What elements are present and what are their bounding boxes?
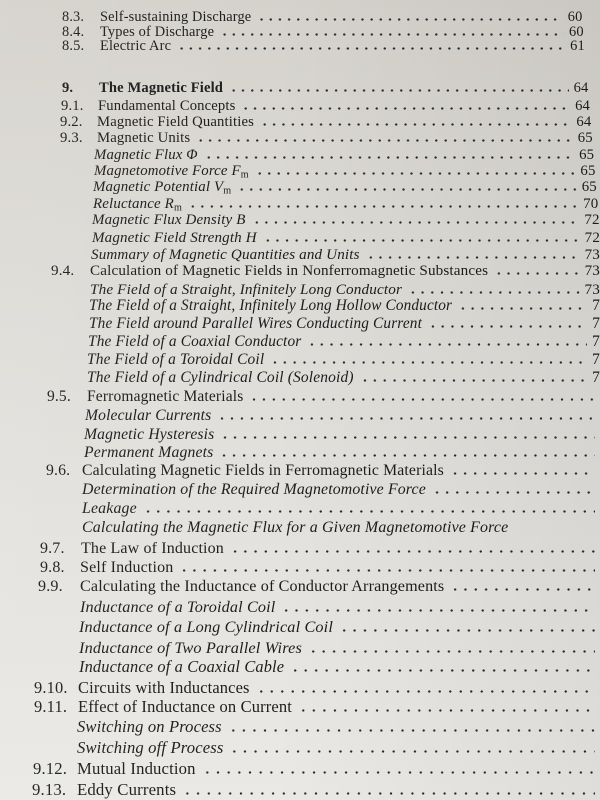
section-number: 9.7.	[40, 540, 65, 557]
dot-leader	[249, 398, 595, 401]
entry-title-text: Leakage	[82, 500, 137, 517]
entry-title	[92, 230, 257, 247]
entry-title	[78, 697, 292, 716]
entry-title	[100, 38, 171, 55]
entry-title-text: Electric Arc	[100, 37, 172, 54]
dot-leader	[308, 650, 595, 653]
page-number: 73	[584, 280, 600, 298]
section-number: 8.4.	[62, 23, 85, 40]
entry-title-text: Self Induction	[80, 559, 174, 576]
dot-leader	[428, 325, 587, 328]
toc-subsection-entry	[91, 247, 600, 264]
entry-title	[87, 388, 243, 406]
toc-chapter-entry	[62, 80, 588, 97]
entry-title-text: Inductance of a Long Cylindrical Coil	[79, 617, 334, 636]
toc-subsection-entry	[89, 315, 600, 333]
entry-title-text: Circuits with Inductances	[78, 677, 250, 697]
entry-title-text: Summary of Magnetic Quantities and Units	[91, 246, 360, 263]
entry-title-text: Magnetic Units	[97, 129, 191, 146]
entry-title-text: The Field of a Toroidal Coil	[87, 351, 265, 368]
entry-title-text: Permanent Magnets	[84, 444, 214, 461]
dot-leader	[177, 47, 565, 50]
toc-subsection-entry	[82, 500, 600, 518]
title-subscript: m	[223, 185, 232, 197]
dot-leader	[241, 107, 570, 110]
dot-leader	[450, 588, 595, 591]
dot-leader	[143, 510, 595, 513]
entry-title-text: Calculating Magnetic Fields in Ferromagnetic Materials	[82, 462, 444, 479]
dot-leader	[257, 18, 563, 21]
toc-section-entry	[40, 559, 600, 577]
dot-leader	[256, 690, 595, 693]
toc-subsection-entry	[94, 147, 594, 164]
entry-title	[77, 717, 222, 736]
entry-title-text: The Field of a Cylindrical Coil (Solenoid)	[87, 369, 354, 386]
page-number: 73	[584, 262, 600, 279]
dot-leader	[220, 436, 595, 439]
entry-title-text: Magnetic Potential V	[93, 178, 224, 195]
section-number: 9.5.	[47, 388, 71, 405]
dot-leader	[366, 256, 580, 259]
entry-title	[94, 163, 249, 180]
entry-title	[82, 500, 137, 518]
toc-subsection-entry	[88, 333, 600, 351]
dot-leader	[260, 123, 571, 126]
page-number: 64	[576, 113, 592, 130]
entry-title	[90, 281, 402, 298]
section-number: 9.11.	[34, 696, 68, 716]
entry-title-text: Molecular Currents	[85, 407, 212, 424]
dot-leader	[217, 417, 595, 420]
dot-leader	[179, 569, 595, 572]
section-number: 9.2.	[60, 113, 83, 130]
entry-title	[82, 519, 508, 537]
section-number: 9.13.	[32, 779, 67, 799]
section-number: 9.12.	[33, 758, 68, 778]
dot-leader	[458, 307, 587, 310]
title-subscript: m	[240, 169, 249, 181]
entry-title	[82, 481, 426, 499]
entry-title-text: Reluctance R	[93, 195, 174, 212]
entry-title	[98, 98, 235, 115]
section-number: 8.3.	[62, 8, 85, 25]
dot-leader	[514, 529, 595, 532]
toc-subsection-entry	[92, 230, 600, 247]
entry-title	[89, 315, 422, 333]
entry-title	[80, 598, 275, 617]
entry-title-text: Inductance of a Coaxial Cable	[79, 656, 285, 676]
dot-leader	[196, 139, 572, 142]
entry-title-text: Calculating the Magnetic Flux for a Given Magnetomotive Force	[82, 519, 509, 536]
toc-section-entry	[32, 780, 600, 799]
toc-subsection-entry	[82, 519, 600, 537]
dot-leader	[281, 609, 595, 612]
entry-title	[92, 212, 246, 229]
toc-subsection-entry	[93, 196, 598, 213]
entry-title-text: Types of Discharge	[100, 23, 215, 40]
toc-subsection-entry	[87, 351, 600, 369]
entry-title-text: The Field of a Straight, Infinitely Long Conductor	[90, 280, 403, 298]
toc-subsection-entry	[94, 163, 596, 180]
entry-title-text: Determination of the Required Magnetomotive Force	[82, 481, 426, 498]
dot-leader	[360, 379, 587, 382]
entry-title	[77, 738, 223, 757]
toc-section-entry	[61, 98, 590, 115]
toc-subsection-entry	[79, 618, 600, 637]
dot-leader	[252, 221, 580, 224]
entry-title	[87, 369, 354, 387]
entry-title	[80, 577, 444, 596]
dot-leader	[408, 291, 579, 294]
page-number: 65	[580, 162, 596, 179]
dot-leader	[290, 669, 595, 672]
entry-title	[78, 678, 250, 697]
entry-title	[93, 196, 182, 213]
entry-title-text: Magnetic Hysteresis	[84, 426, 215, 443]
entry-title	[94, 147, 198, 164]
dot-leader	[220, 33, 564, 36]
dot-leader	[432, 491, 595, 494]
entry-title	[87, 351, 264, 369]
dot-leader	[229, 750, 595, 753]
entry-title-text: Inductance of Two Parallel Wires	[79, 637, 302, 657]
page-number: 73	[584, 246, 600, 263]
entry-title	[91, 247, 360, 264]
toc-section-entry	[46, 462, 600, 480]
toc-subsection-entry	[77, 717, 600, 736]
page-number: 7	[592, 351, 600, 368]
page-number: 7	[592, 315, 600, 332]
entry-title	[84, 444, 213, 462]
dot-leader	[230, 550, 595, 553]
section-number: 8.5.	[62, 37, 85, 54]
entry-title	[77, 759, 196, 778]
entry-title	[97, 130, 190, 147]
entry-title	[79, 657, 284, 676]
toc-subsection-entry	[84, 444, 600, 462]
entry-title	[99, 80, 223, 97]
toc-section-entry	[33, 759, 600, 778]
toc-section-entry	[34, 678, 600, 697]
entry-title-text: Fundamental Concepts	[98, 97, 236, 114]
entry-title-text: Mutual Induction	[77, 758, 196, 778]
dot-leader	[494, 272, 579, 275]
entry-title	[81, 540, 224, 558]
dot-leader	[219, 454, 595, 457]
toc-subsection-entry	[87, 369, 600, 387]
section-number: 9.9.	[38, 577, 63, 595]
entry-title	[85, 407, 211, 425]
entry-title-text: The Field of a Straight, Infinitely Long Hollow Conductor	[89, 297, 453, 314]
dot-leader	[237, 188, 576, 191]
dot-leader	[202, 771, 595, 774]
entry-title	[79, 638, 302, 657]
entry-title-text: Ferromagnetic Materials	[87, 388, 244, 405]
dot-leader	[307, 343, 587, 346]
page-number: 60	[569, 23, 584, 40]
dot-leader	[270, 361, 587, 364]
toc-subsection-entry	[85, 407, 600, 425]
entry-title-text: The Field around Parallel Wires Conducting Current	[89, 315, 422, 332]
toc-section-entry	[38, 577, 600, 596]
toc-subsection-entry	[92, 212, 600, 229]
page-number: 72	[584, 211, 600, 228]
entry-title-text: The Magnetic Field	[99, 79, 224, 96]
entry-title	[93, 179, 231, 196]
entry-title-text: Calculation of Magnetic Fields in Nonferromagnetic Substances	[90, 262, 489, 279]
dot-leader	[298, 709, 595, 712]
toc-section-entry	[60, 114, 591, 131]
toc-subsection-entry	[79, 657, 600, 676]
dot-leader	[255, 172, 576, 175]
entry-title	[79, 618, 333, 637]
entry-title-text: Magnetic Field Quantities	[97, 113, 254, 130]
page-number: 7	[592, 297, 600, 314]
dot-leader	[188, 205, 578, 208]
dot-leader	[450, 472, 595, 475]
entry-title	[84, 426, 214, 444]
dot-leader	[339, 629, 595, 632]
toc-subsection-entry	[82, 481, 600, 499]
toc-subsection-entry	[80, 598, 600, 617]
section-number: 9.1.	[61, 97, 84, 114]
title-subscript: m	[173, 202, 182, 214]
toc-subsection-entry	[90, 281, 600, 298]
toc-subsection-entry	[93, 179, 597, 196]
entry-title-text: The Law of Induction	[81, 540, 224, 557]
page-number: 65	[577, 129, 593, 146]
toc-section-entry	[40, 540, 600, 558]
toc-subsection-entry	[79, 638, 600, 657]
entry-title-text: Calculating the Inductance of Conductor Arrangements	[80, 577, 445, 595]
entry-title-text: The Field of a Coaxial Conductor	[88, 333, 302, 350]
page-number: 65	[581, 178, 597, 195]
dot-leader	[228, 729, 595, 732]
section-number: 9.3.	[60, 129, 83, 146]
entry-title	[88, 333, 301, 351]
section-number: 9.8.	[40, 559, 65, 576]
entry-title-text: Eddy Currents	[77, 779, 177, 799]
page-number: 60	[567, 8, 583, 25]
entry-title-text: Magnetic Flux Density B	[92, 211, 246, 228]
chapter-number: 9.	[62, 79, 74, 96]
page-number: 64	[573, 79, 589, 96]
entry-title-text: Switching on Process	[77, 716, 222, 736]
toc-subsection-entry	[89, 297, 600, 315]
toc-section-entry	[60, 130, 593, 147]
toc-section-entry	[51, 263, 600, 280]
dot-leader	[182, 792, 595, 795]
entry-title-text: Magnetic Flux Φ	[94, 146, 198, 163]
section-number: 9.6.	[46, 462, 71, 479]
toc-section-entry	[47, 388, 600, 406]
entry-title-text: Magnetic Field Strength H	[92, 229, 257, 246]
page-number: 72	[584, 229, 600, 246]
section-number: 9.10.	[34, 677, 68, 697]
page-number: 7	[592, 333, 600, 350]
entry-title	[90, 263, 488, 280]
entry-title	[80, 559, 173, 577]
entry-title	[89, 297, 452, 315]
entry-title	[77, 780, 176, 799]
entry-title	[97, 114, 254, 131]
toc-section-entry	[62, 38, 585, 55]
entry-title-text: Switching off Process	[77, 737, 224, 757]
entry-title-text: Self-sustaining Discharge	[100, 8, 252, 25]
section-number: 9.4.	[51, 262, 75, 279]
toc-subsection-entry	[84, 426, 600, 444]
page-number: 7	[592, 369, 600, 386]
entry-title-text: Magnetomotive Force F	[94, 162, 241, 179]
page-number: 61	[570, 37, 585, 54]
toc-section-entry	[34, 697, 600, 716]
entry-title-text: Inductance of a Toroidal Coil	[80, 598, 276, 616]
dot-leader	[229, 89, 569, 92]
dot-leader	[204, 156, 574, 159]
entry-title-text: Effect of Inductance on Current	[78, 696, 292, 716]
dot-leader	[263, 239, 580, 242]
page-number: 65	[579, 146, 595, 163]
page-number: 70	[583, 195, 599, 212]
toc-subsection-entry	[77, 738, 600, 757]
entry-title	[82, 462, 444, 480]
page-number: 64	[575, 97, 591, 114]
